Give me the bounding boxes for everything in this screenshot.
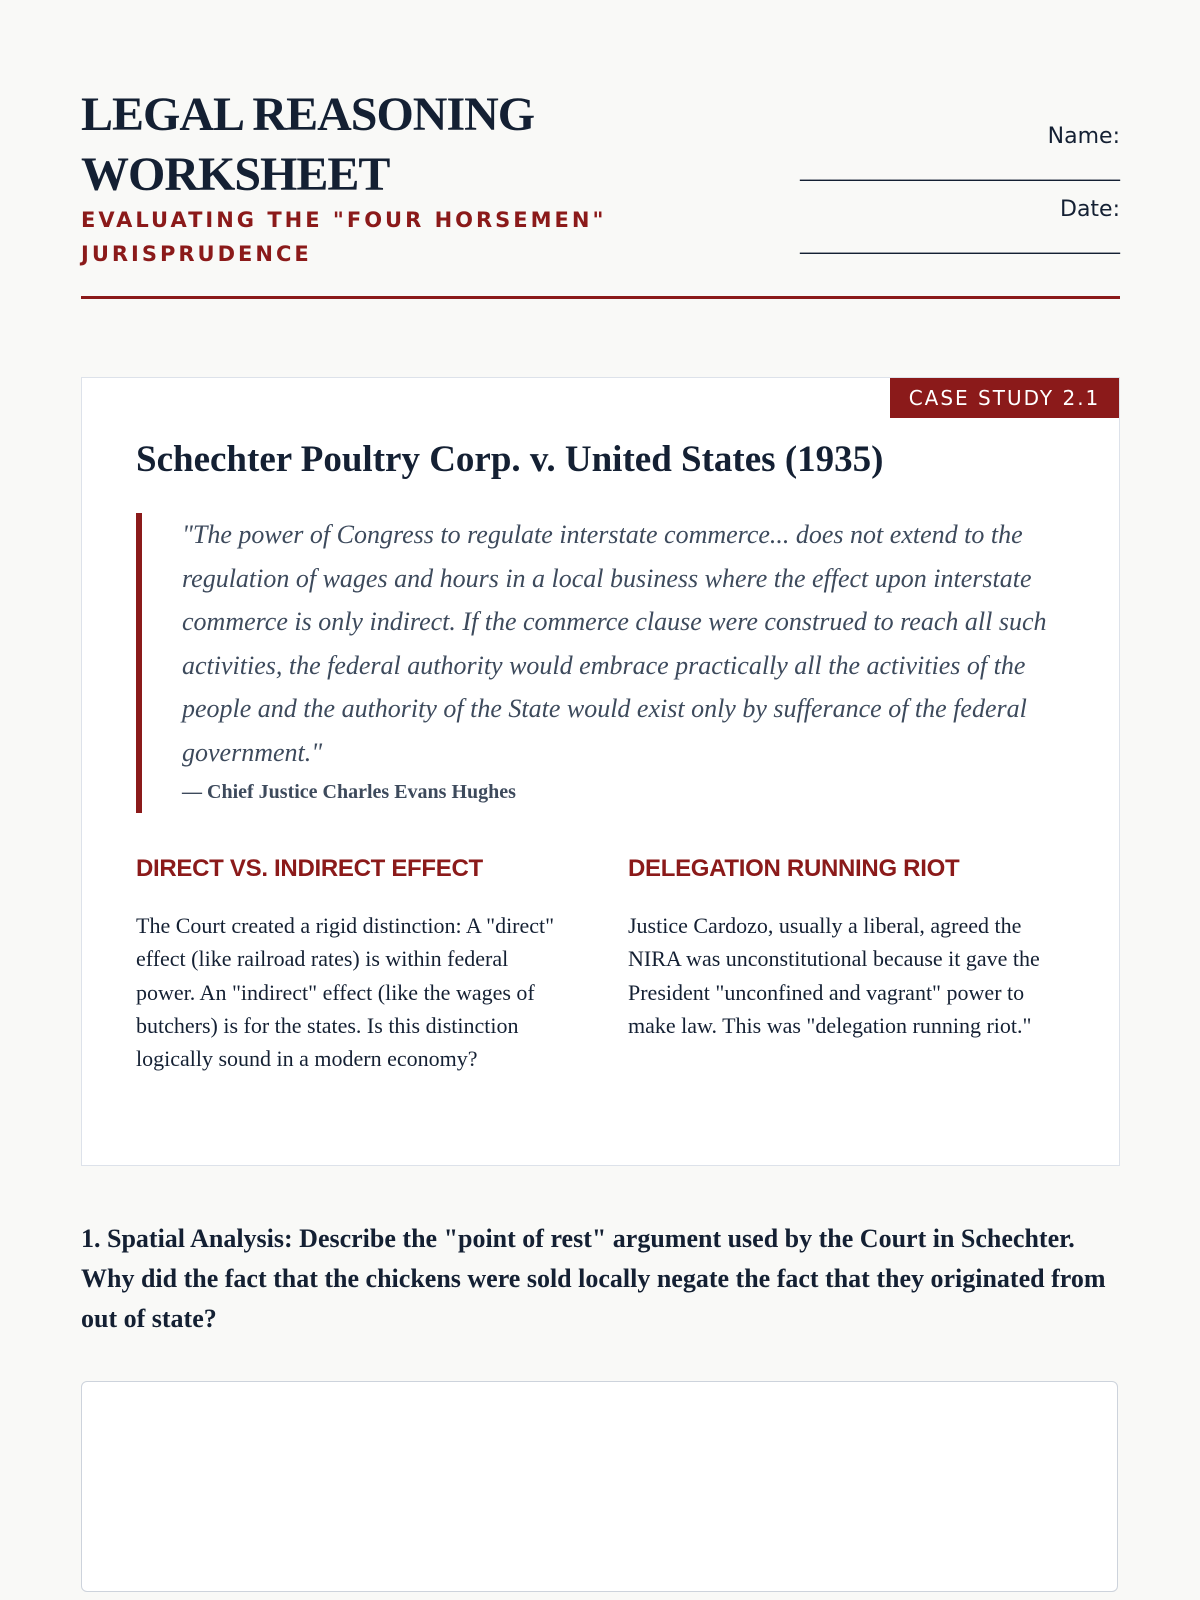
title-line-1: LEGAL REASONING	[81, 88, 535, 141]
date-label: Date:	[1060, 197, 1120, 222]
case-study-badge: CASE STUDY 2.1	[890, 378, 1119, 418]
worksheet-header	[81, 80, 1120, 299]
case-study-card	[81, 377, 1120, 1166]
name-label: Name:	[1047, 124, 1120, 149]
quote-text: "The power of Congress to regulate interstate commerce... does not extend to the regulation of wages and hours in a local business where the effect upon interstate commerce is only indirect. If the commerce clause were construed to reach all such activities, the federal authority would embrace practically all the activities of the people and the authority of the State would exist only by sufferance of the federal government."	[182, 520, 1047, 767]
quote-attribution: — Chief Justice Charles Evans Hughes	[182, 781, 516, 803]
question-1: 1. Spatial Analysis: Describe the "point of rest" argument used by the Court in Schechter. Why did the fact that the chickens were sold locally negate the fact that they originated from out of state?	[81, 1224, 1106, 1333]
title-line-2: WORKSHEET	[81, 148, 390, 201]
worksheet-page	[81, 0, 1120, 1600]
date-field[interactable]	[640, 193, 1120, 266]
column-direct-indirect	[136, 853, 566, 1075]
name-field[interactable]	[640, 120, 1120, 193]
date-blank-line[interactable]: ________________________________	[800, 230, 1120, 254]
column-heading: DELEGATION RUNNING RIOT	[628, 855, 960, 882]
worksheet-subtitle: EVALUATING THE "FOUR HORSEMEN" JURISPRUDENCE	[81, 208, 607, 266]
worksheet-title	[81, 85, 641, 205]
answer-box[interactable]	[81, 1381, 1118, 1592]
column-body: Justice Cardozo, usually a liberal, agreed the NIRA was unconstitutional because it gave the President "unconfined and vagrant" power to make law. This was "delegation running riot."	[628, 913, 1040, 1038]
student-info	[640, 120, 1120, 266]
case-quote	[136, 513, 1072, 813]
column-body: The Court created a rigid distinction: A "direct" effect (like railroad rates) is within federal power. An "indirect" effect (like the wages of butchers) is for the states. Is this distinction logically sound in a modern economy?	[136, 913, 555, 1072]
name-blank-line[interactable]: ________________________________	[800, 157, 1120, 181]
column-heading: DIRECT VS. INDIRECT EFFECT	[136, 855, 483, 882]
case-title: Schechter Poultry Corp. v. United States (1935)	[136, 439, 884, 480]
column-delegation	[628, 853, 1058, 1042]
